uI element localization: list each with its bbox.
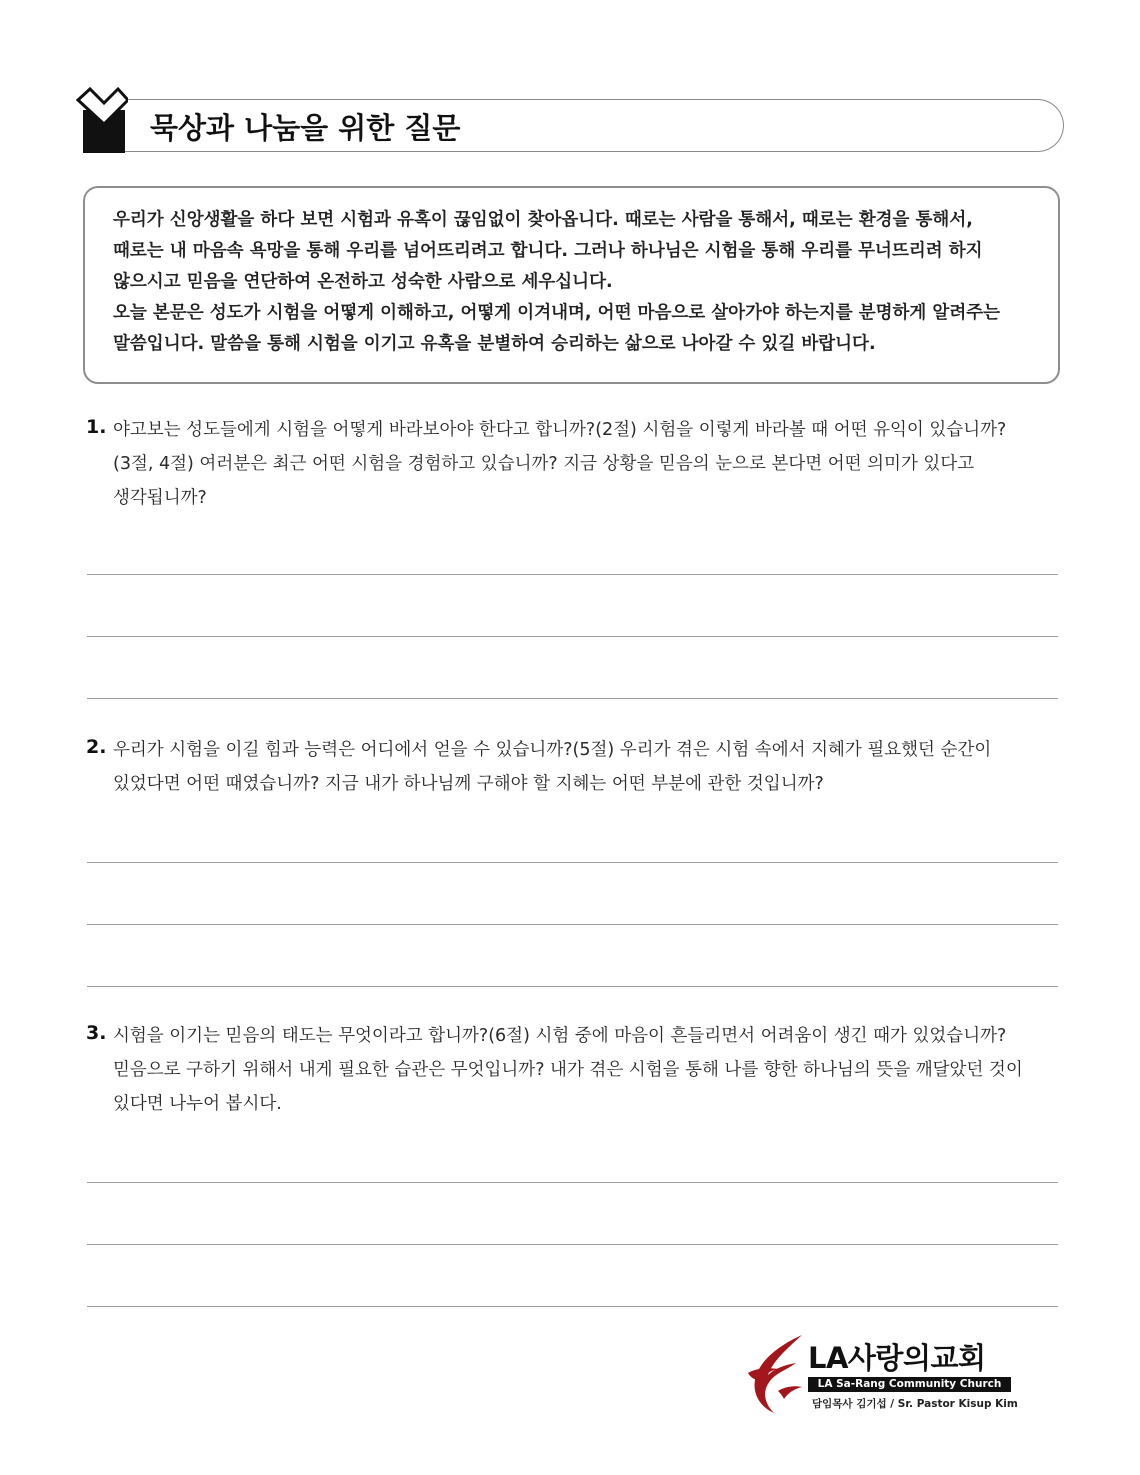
answer-line[interactable] [87,1306,1058,1307]
intro-line: 말씀입니다. 말씀을 통해 시험을 이기고 유혹을 분별하여 승리하는 삶으로 나아갈 수 있길 바랍니다. [113,334,876,354]
question-text: 우리가 시험을 이길 힘과 능력은 어디에서 얻을 수 있습니까?(5절) 우리가 겪은 시험 속에서 지혜가 필요했던 순간이 [113,740,992,760]
question-text: 있었다면 어떤 때였습니까? 지금 내가 하나님께 구해야 할 지혜는 어떤 부분에 관한 것입니까? [113,774,824,794]
intro-line: 오늘 본문은 성도가 시험을 어떻게 이해하고, 어떻게 이겨내며, 어떤 마음으로 살아가야 하는지를 분명하게 알려주는 [113,303,1001,323]
question-number: 1. [86,416,107,438]
checkmark-icon [76,86,128,156]
answer-line[interactable] [87,698,1058,699]
intro-line: 우리가 신앙생활을 하다 보면 시험과 유혹이 끊임없이 찾아옵니다. 때로는 사람을 통해서, 때로는 환경을 통해서, [113,210,973,230]
answer-line[interactable] [87,1244,1058,1245]
question-number: 2. [86,736,107,758]
answer-line[interactable] [87,924,1058,925]
answer-line[interactable] [87,636,1058,637]
question-text: (3절, 4절) 여러분은 최근 어떤 시험을 경험하고 있습니까? 지금 상황을 믿음의 눈으로 본다면 어떤 의미가 있다고 [113,454,975,474]
intro-line: 때로는 내 마음속 욕망을 통해 우리를 넘어뜨리려고 합니다. 그러나 하나님은 시험을 통해 우리를 무너뜨리려 하지 [113,241,983,261]
answer-line[interactable] [87,1182,1058,1183]
page-title: 묵상과 나눔을 위한 질문 [150,111,461,145]
answer-line[interactable] [87,862,1058,863]
intro-line: 않으시고 믿음을 연단하여 온전하고 성숙한 사람으로 세우십니다. [113,272,613,292]
church-logo-subtitle: LA Sa-Rang Community Church [808,1377,1011,1392]
question-text: 시험을 이기는 믿음의 태도는 무엇이라고 합니까?(6절) 시험 중에 마음이 흔들리면서 어려움이 생긴 때가 있었습니까? [113,1026,1007,1046]
pastor-credit: 담임목사 김기섭 / Sr. Pastor Kisup Kim [812,1398,1018,1410]
intro-box [83,186,1060,384]
question-text: 있다면 나누어 봅시다. [113,1094,282,1114]
church-logo-title: LA사랑의교회 [808,1341,986,1375]
question-text: 믿음으로 구하기 위해서 내게 필요한 습관은 무엇입니까? 내가 겪은 시험을 통해 나를 향한 하나님의 뜻을 깨달았던 것이 [113,1060,1023,1080]
question-number: 3. [86,1022,107,1044]
question-text: 야고보는 성도들에게 시험을 어떻게 바라보아야 한다고 합니까?(2절) 시험을 이렇게 바라볼 때 어떤 유익이 있습니까? [113,420,1007,440]
answer-line[interactable] [87,574,1058,575]
question-text: 생각됩니까? [113,488,207,508]
flame-logo-icon [744,1333,806,1415]
answer-line[interactable] [87,986,1058,987]
